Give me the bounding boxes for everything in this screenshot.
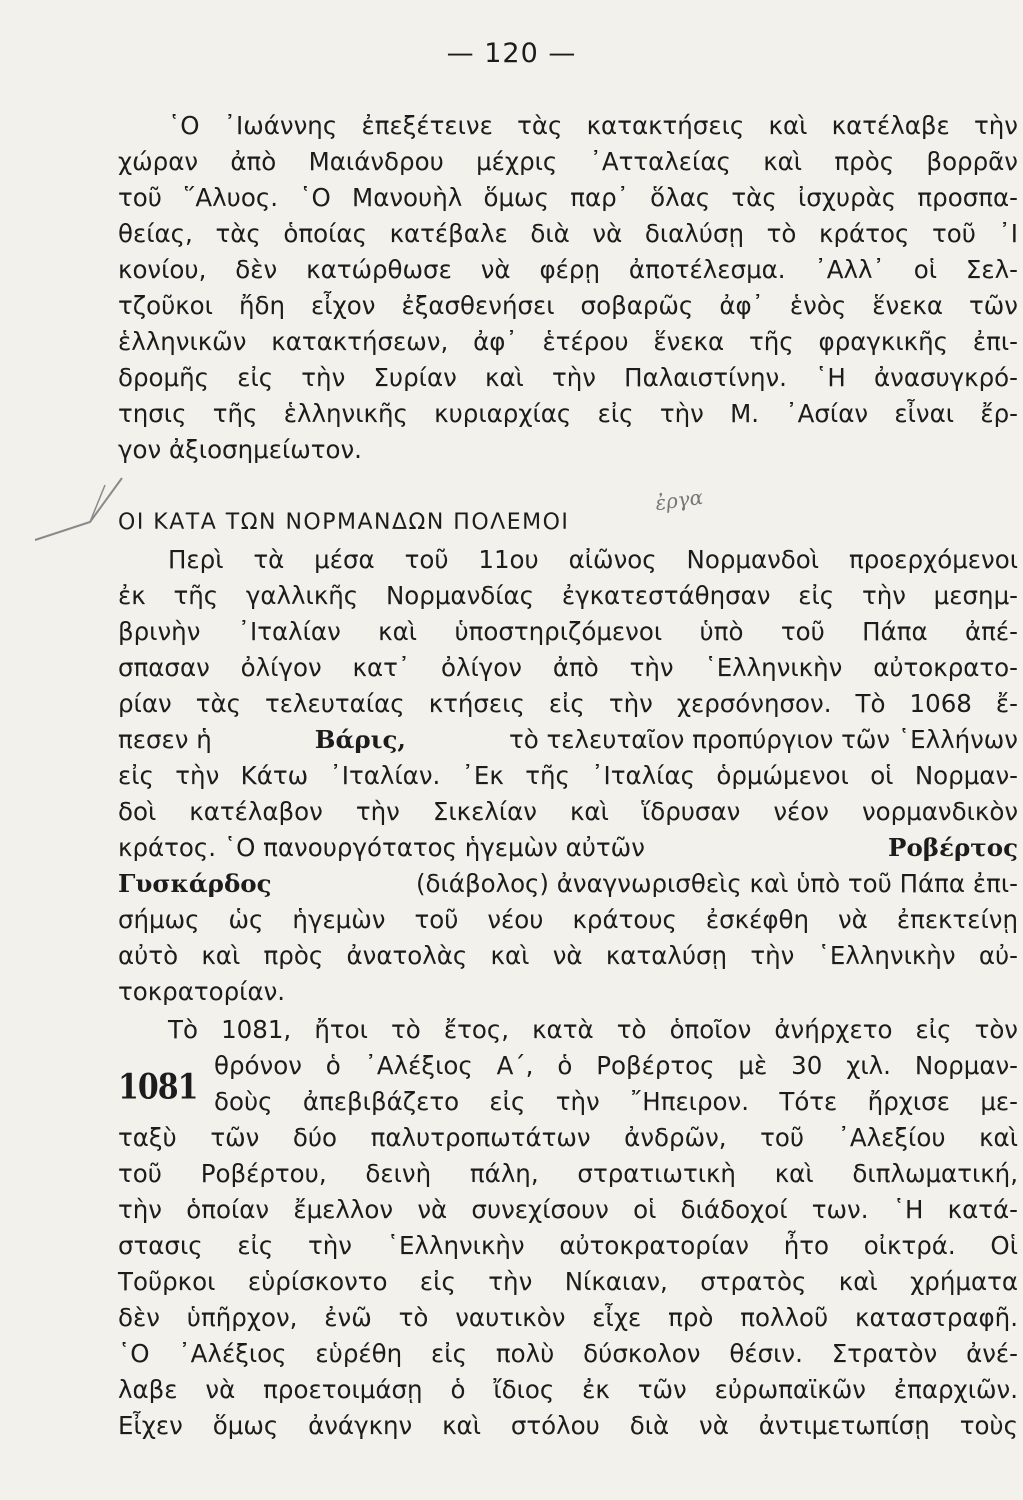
page-number: — 120 —	[446, 38, 577, 69]
bold-term: Γυσκάρδος	[118, 869, 272, 898]
text-line: δοὺς ἀπεβιβάζετο εἰς τὴν ῎Ηπειρον. Τότε ἤρχισε με-	[214, 1087, 1018, 1116]
text-line: σπασαν ὀλίγον κατ᾿ ὀλίγον ἀπὸ τὴν ῾Ελληνικὴν αὐτοκρατο-	[118, 653, 1018, 682]
text-line: τοῦ Ροβέρτου, δεινὴ πάλη, στρατιωτικὴ καὶ διπλωματική,	[118, 1159, 1018, 1188]
text-line: σήμως ὡς ἡγεμὼν τοῦ νέου κράτους ἐσκέφθη νὰ ἐπεκτείνῃ	[118, 905, 1018, 934]
text-line	[118, 866, 1018, 902]
text-line: δὲν ὑπῆρχον, ἐνῶ τὸ ναυτικὸν εἶχε πρὸ πολλοῦ καταστραφῆ.	[118, 1303, 1018, 1332]
text-line: βρινὴν ᾿Ιταλίαν καὶ ὑποστηριζόμενοι ὑπὸ τοῦ Πάπα ἀπέ-	[118, 617, 1018, 646]
text-span: τὸ τελευταῖον προπύργιον τῶν ῾Ελλήνων	[509, 725, 1018, 754]
text-line: δρομῆς εἰς τὴν Συρίαν καὶ τὴν Παλαιστίνην. ῾Η ἀνασυγκρό-	[118, 363, 1018, 392]
text-line: Τοῦρκοι εὑρίσκοντο εἰς τὴν Νίκαιαν, στρατὸς καὶ χρήματα	[118, 1267, 1018, 1296]
text-line: ἑλληνικῶν κατακτήσεων, ἀφ᾿ ἑτέρου ἕνεκα τῆς φραγκικῆς ἐπι-	[118, 327, 1018, 356]
margin-year: 1081	[118, 1067, 198, 1108]
text-line: τοῦ ῞Αλυος. ῾Ο Μανουὴλ ὅμως παρ᾿ ὅλας τὰς ἰσχυρὰς προσπα-	[118, 183, 1018, 212]
text-span: (διάβολος) ἀναγνωρισθεὶς καὶ ὑπὸ τοῦ Πάπα ἐπι-	[415, 869, 1018, 898]
section-heading: ΟΙ ΚΑΤΑ ΤΩΝ ΝΟΡΜΑΝΔΩΝ ΠΟΛΕΜΟΙ	[118, 510, 570, 535]
pencil-note: ἐργα	[653, 484, 705, 516]
text-line: γον ἀξιοσημείωτον.	[118, 435, 362, 464]
text-span: κράτος. ῾Ο πανουργότατος ἡγεμὼν αὐτῶν	[118, 833, 645, 862]
text-line: λαβε νὰ προετοιμάσῃ ὁ ἴδιος ἐκ τῶν εὐρωπαϊκῶν ἐπαρχιῶν.	[118, 1375, 1018, 1404]
text-line: ῾Ο ᾿Ιωάννης ἐπεξέτεινε τὰς κατακτήσεις καὶ κατέλαβε τὴν	[168, 111, 1018, 140]
text-line	[118, 722, 1018, 758]
text-line: ἐκ τῆς γαλλικῆς Νορμανδίας ἐγκατεστάθησαν εἰς τὴν μεσημ-	[118, 581, 1018, 610]
bold-term: Ροβέρτος	[888, 833, 1018, 862]
text-line: θείας, τὰς ὁποίας κατέβαλε διὰ νὰ διαλύσῃ τὸ κράτος τοῦ ᾿Ι	[118, 219, 1018, 248]
text-line: ρίαν τὰς τελευταίας κτήσεις εἰς τὴν χερσόνησον. Τὸ 1068 ἔ-	[118, 689, 1018, 718]
text-line: ταξὺ τῶν δύο παλυτροπωτάτων ἀνδρῶν, τοῦ ᾿Αλεξίου καὶ	[118, 1123, 1018, 1152]
text-line: Τὸ 1081, ἤτοι τὸ ἔτος, κατὰ τὸ ὁποῖον ἀνήρχετο εἰς τὸν	[168, 1015, 1018, 1044]
text-line: Περὶ τὰ μέσα τοῦ 11ου αἰῶνος Νορμανδοὶ προερχόμενοι	[168, 545, 1018, 574]
text-span: πεσεν ἡ	[118, 725, 212, 754]
text-line: θρόνον ὁ ᾿Αλέξιος Α΄, ὁ Ροβέρτος μὲ 30 χιλ. Νορμαν-	[214, 1051, 1018, 1080]
text-line: τὴν ὁποίαν ἔμελλον νὰ συνεχίσουν οἱ διάδοχοί των. ῾Η κατά-	[118, 1195, 1018, 1224]
bold-term: Βάρις,	[314, 725, 406, 754]
text-line: δοὶ κατέλαβον τὴν Σικελίαν καὶ ἵδρυσαν νέον νορμανδικὸν	[118, 797, 1018, 826]
text-line: στασις εἰς τὴν ῾Ελληνικὴν αὐτοκρατορίαν ἦτο οἰκτρά. Οἱ	[118, 1231, 1018, 1260]
text-line	[118, 830, 1018, 866]
text-line: κονίου, δὲν κατώρθωσε νὰ φέρῃ ἀποτέλεσμα. ᾿Αλλ᾿ οἱ Σελ-	[118, 255, 1018, 284]
text-line: αὐτὸ καὶ πρὸς ἀνατολὰς καὶ νὰ καταλύσῃ τὴν ῾Ελληνικὴν αὐ-	[118, 941, 1018, 970]
text-line: εἰς τὴν Κάτω ᾿Ιταλίαν. ᾿Εκ τῆς ᾿Ιταλίας ὁρμώμενοι οἱ Νορμαν-	[118, 761, 1018, 790]
text-line: τησις τῆς ἑλληνικῆς κυριαρχίας εἰς τὴν Μ. ᾿Ασίαν εἶναι ἔρ-	[118, 399, 1018, 428]
text-line: τζοῦκοι ἤδη εἶχον ἐξασθενήσει σοβαρῶς ἀφ᾿ ἑνὸς ἕνεκα τῶν	[118, 291, 1018, 320]
text-line: χώραν ἀπὸ Μαιάνδρου μέχρις ᾿Ατταλείας καὶ πρὸς βορρᾶν	[118, 147, 1018, 176]
text-line: ῾Ο ᾿Αλέξιος εὑρέθη εἰς πολὺ δύσκολον θέσιν. Στρατὸν ἀνέ-	[118, 1339, 1018, 1368]
text-line: τοκρατορίαν.	[118, 977, 286, 1006]
text-line: Εἶχεν ὅμως ἀνάγκην καὶ στόλου διὰ νὰ ἀντιμετωπίσῃ τοὺς	[118, 1411, 1018, 1440]
